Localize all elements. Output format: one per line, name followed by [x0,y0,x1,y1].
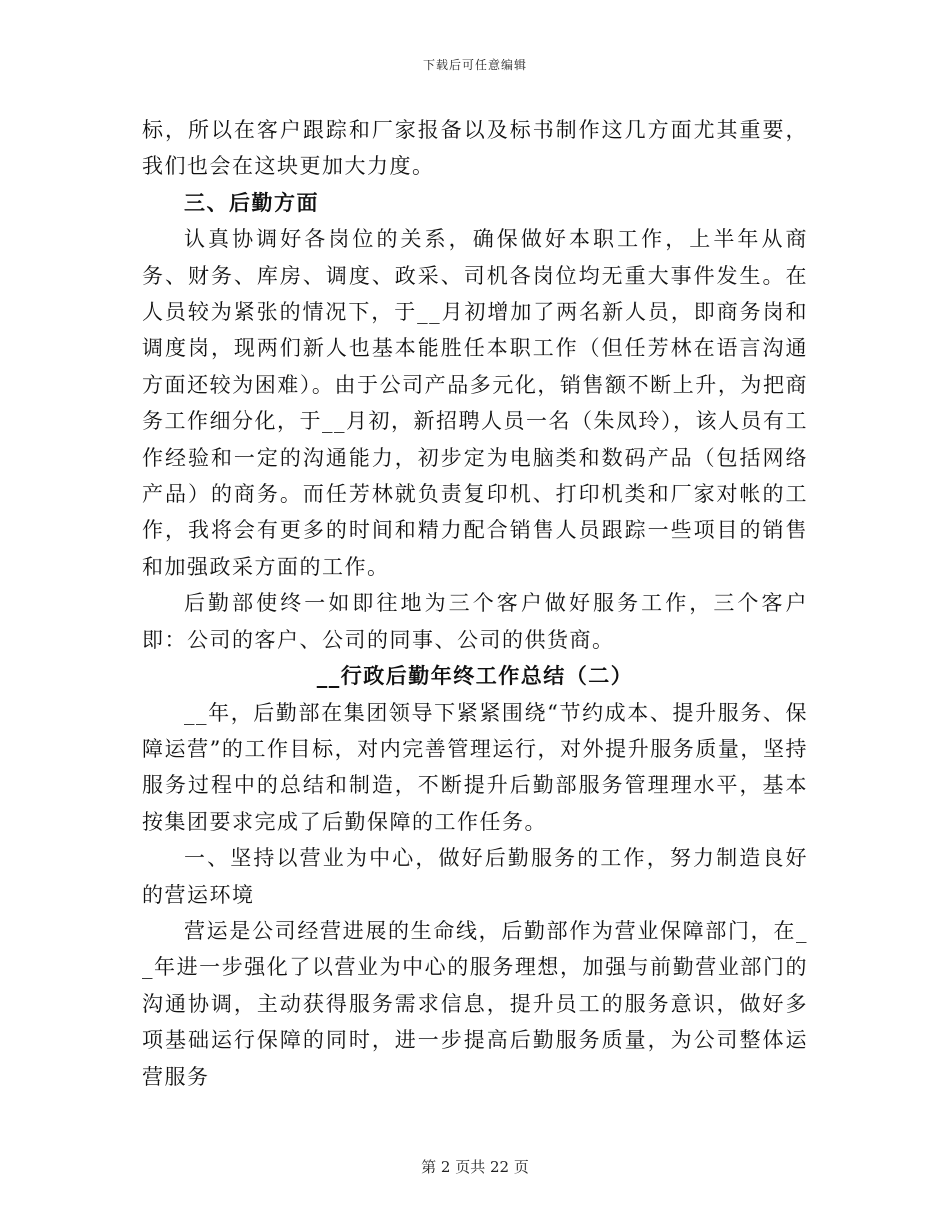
paragraph-annual-overview: __年，后勤部在集团领导下紧紧围绕“节约成本、提升服务、保障运营”的工作目标，对内完善管理运行，对外提升服务质量，坚持服务过程中的总结和制造，不断提升后勤部服务管理理水平，基本按集团要求完成了后勤保障的工作任务。 [142,700,808,834]
section-heading-logistics: 三、后勤方面 [184,189,319,215]
document-title: __行政后勤年终工作总结（二） [316,663,634,689]
page-footer: 第 2 页共 22 页 [421,1158,529,1176]
paragraph-logistics-staffing: 认真协调好各岗位的关系，确保做好本职工作，上半年从商务、财务、库房、调度、政采、司机各岗位均无重大事件发生。在人员较为紧张的情况下，于__月初增加了两名新人员，即商务岗和调度岗，现两们新人也基本能胜任本职工作（但任芳林在语言沟通方面还较为困难）。由于公司产品多元化，销售额不断上升，为把商务工作细分化，于__月初，新招聘人员一名（朱凤玲），该人员有工作经验和一定的沟通能力，初步定为电脑类和数码产品（包括网络产品）的商务。而任芳林就负责复印机、打印机类和厂家对帐的工作，我将会有更多的时间和精力配合销售人员跟踪一些项目的销售和加强政采方面的工作。 [142,227,808,579]
paragraph-operations: 营运是公司经营进展的生命线，后勤部作为营业保障部门，在__年进一步强化了以营业为中心的服务理想，加强与前勤营业部门的沟通协调，主动获得服务需求信息，提升员工的服务意识，做好多项基础运行保障的同时，进一步提高后勤服务质量，为公司整体运营服务 [142,918,808,1089]
page-header: 下载后可任意编辑 [422,58,527,72]
paragraph-three-customers: 后勤部使终一如即往地为三个客户做好服务工作，三个客户即：公司的客户、公司的同事、公司的供货商。 [142,591,808,652]
section-heading-operations: 一、坚持以营业为中心，做好后勤服务的工作，努力制造良好的营运环境 [142,846,808,907]
document-body [142,112,808,1095]
paragraph-continuation: 标，所以在客户跟踪和厂家报备以及标书制作这几方面尤其重要，我们也会在这块更加大力度。 [142,118,808,179]
